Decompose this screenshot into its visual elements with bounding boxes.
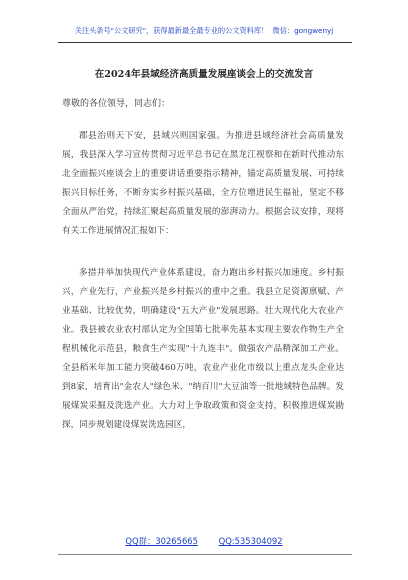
document-title: 在2024年县域经济高质量发展座谈会上的交流发言 [94, 69, 314, 80]
promo-text: 关注头条号"公文研究"，获得最新最全最专业的公文资料库！ [74, 26, 269, 35]
promo-banner [0, 26, 408, 36]
qq-number[interactable]: QQ:535304092 [218, 536, 283, 546]
paragraph-1: 郡县治则天下安，县域兴则国家强。为推进县域经济社会高质量发展，我县深入学习宣传贯彻习近平总书记在黑龙江视察和在新时代推动东北全面振兴座谈会上的重要讲话重要指示精神，锚定高质量发展、可持续振兴目标任务，不断夯实乡村振兴基础，全方位增进民生福祉，坚定不移全面从严治党，持续汇聚起高质量发展的澎湃动力。根据会议安排，现将有关工作进展情况汇报如下： [62, 131, 344, 236]
wechat-id: 微信：gongwenyj [272, 26, 334, 35]
header-divider [58, 42, 352, 43]
salutation: 尊敬的各位领导，同志们： [62, 99, 171, 109]
qq-group[interactable]: QQ群：30265665 [125, 536, 198, 546]
footer-divider [58, 554, 352, 555]
footer-contacts [0, 535, 408, 547]
paragraph-2: 多措并举加快现代产业体系建设，奋力跑出乡村振兴加速度。乡村振兴，产业先行，产业振兴是乡村振兴的重中之重。我县立足资源禀赋、产业基础、比较优势，明确建设"五大产业"发展思路。壮大现代化大农业产业。我县被农业农村部认定为全国第七批率先基本实现主要农作物生产全程机械化示范县，粮食生产实现"十九连丰"。做强农产品精深加工产业。全县稻米年加工能力突破460万吨，农业产业化市级以上重点龙头企业达到8家，培育出"金农人"绿色米、"纳百川"大豆油等一批地域特色品牌。发展煤炭采掘及洗选产业。大力对上争取政策和资金支持，积极推进煤炭勘探，同步规划建设煤炭洗选园区， [62, 268, 344, 430]
